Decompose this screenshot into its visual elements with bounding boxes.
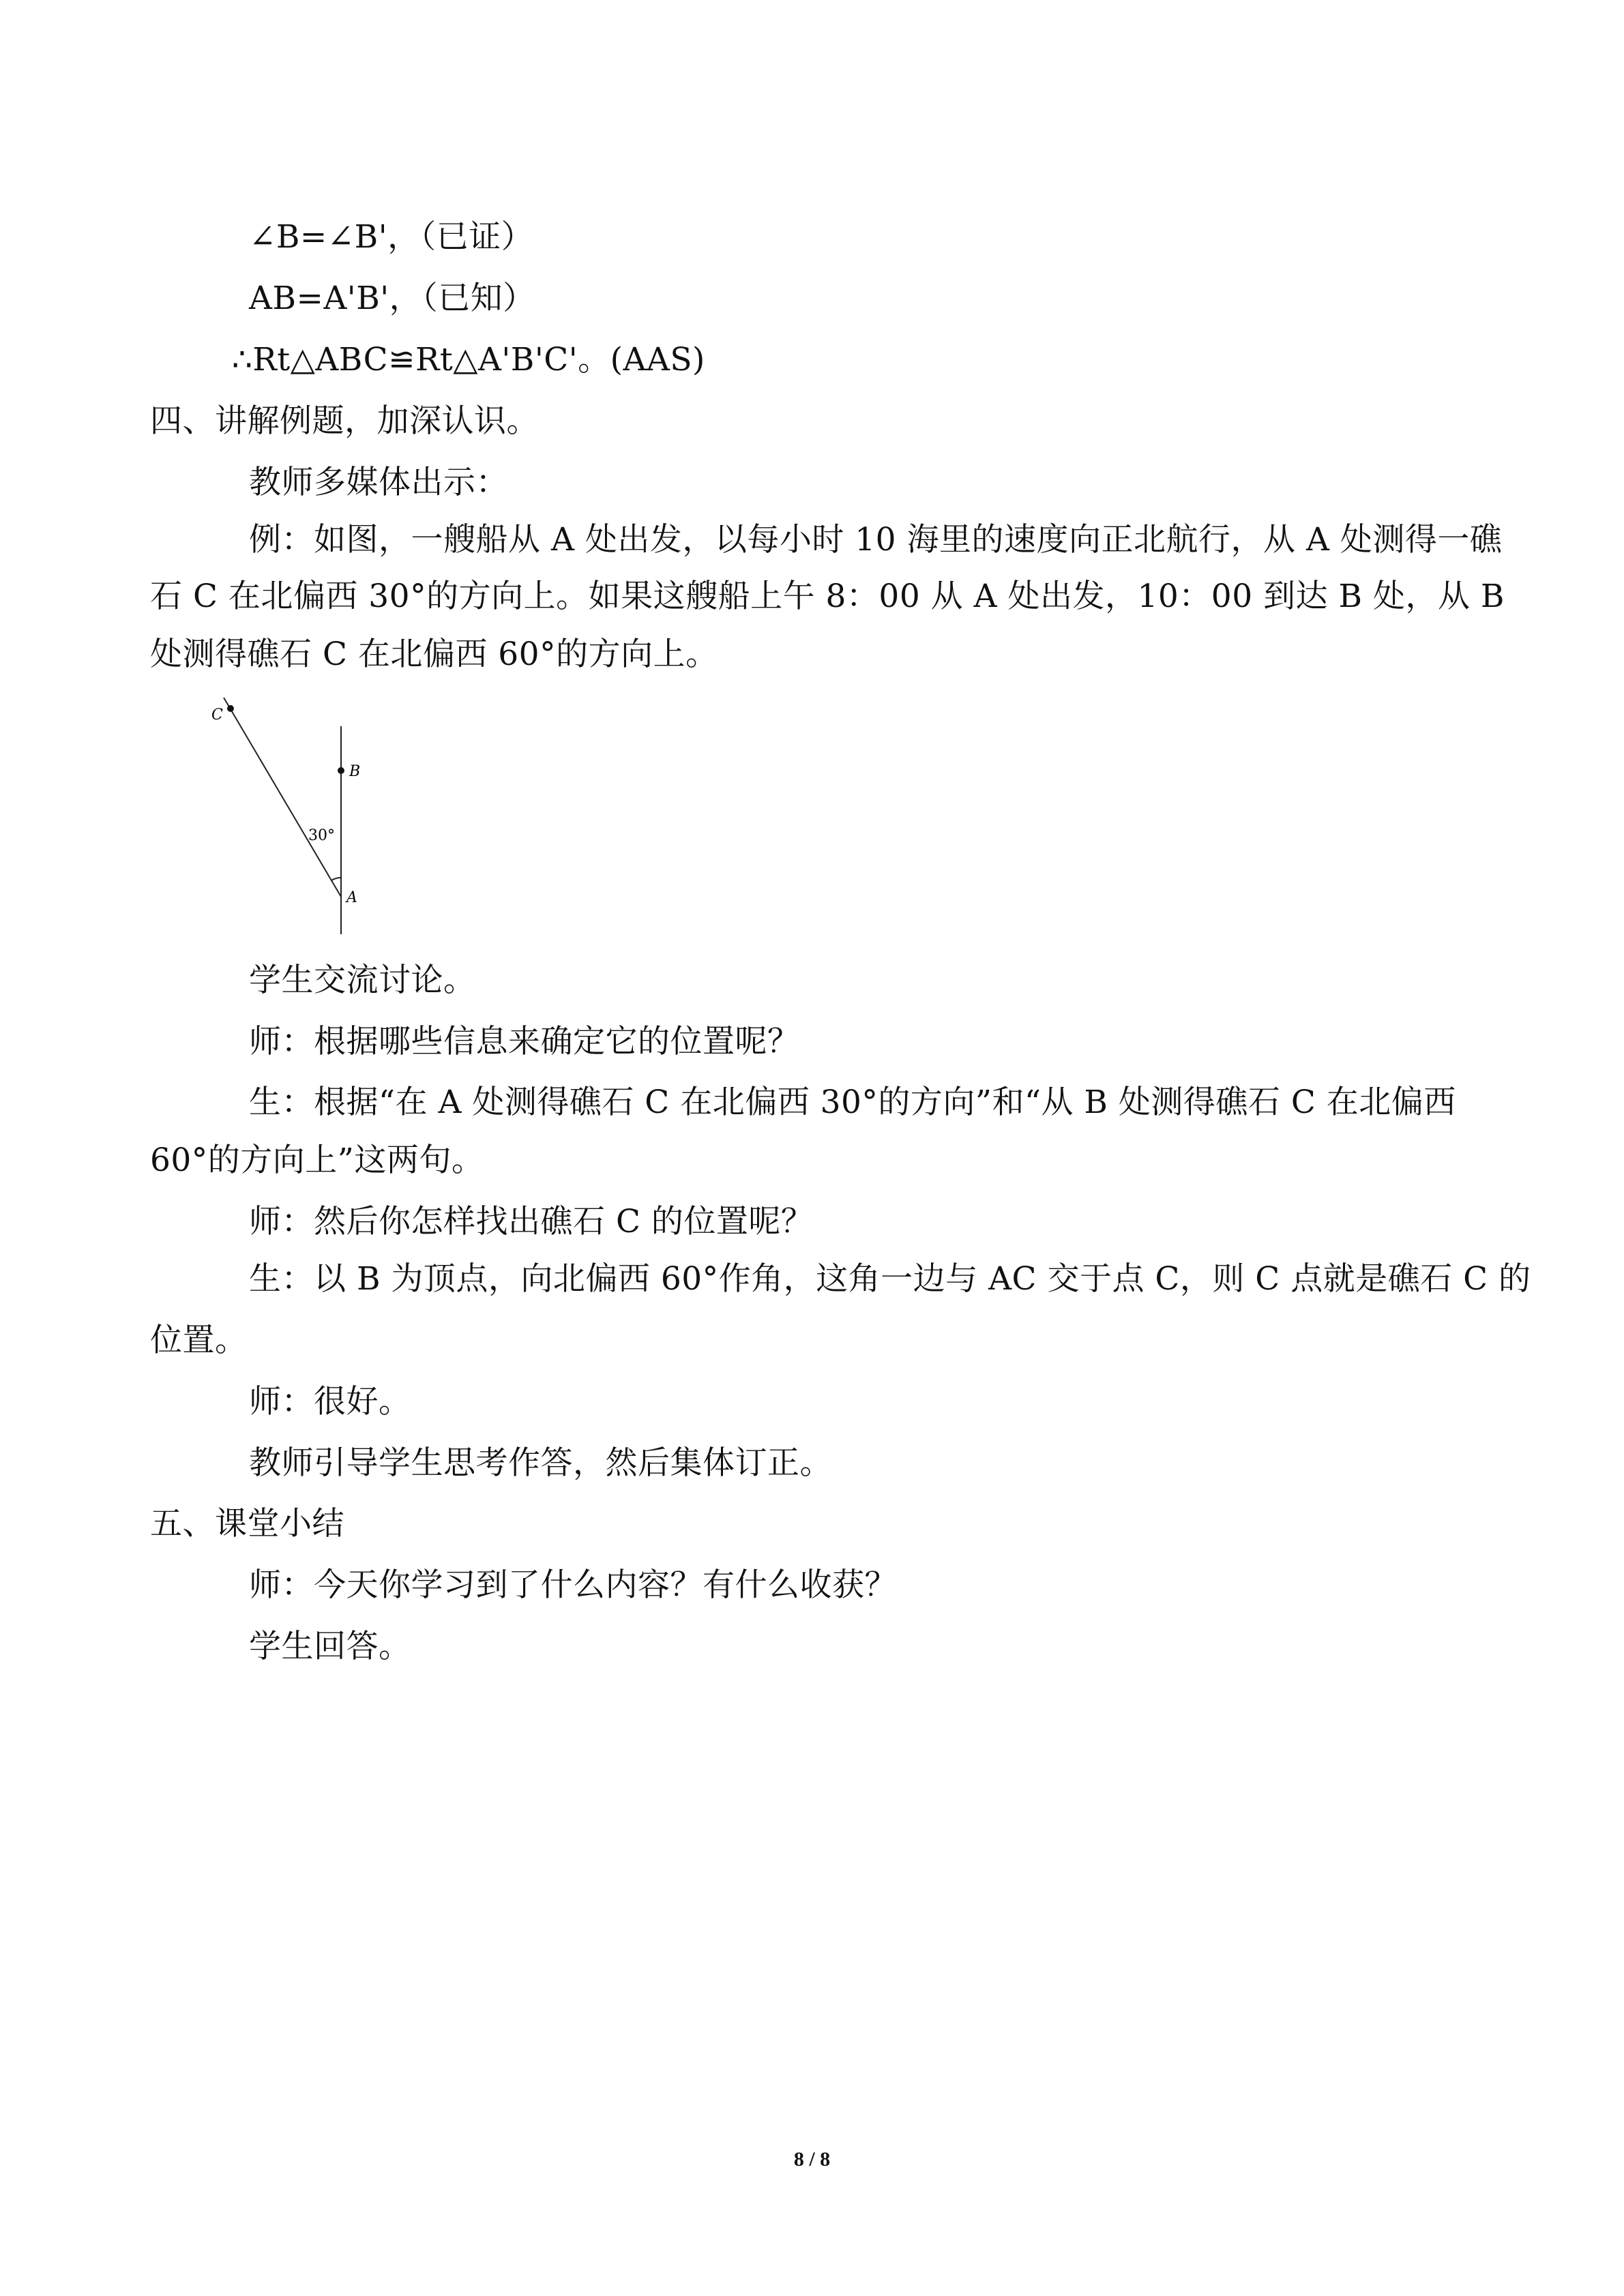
label-b: B — [349, 763, 361, 780]
point-b — [338, 767, 344, 774]
section5-line-1: 师：今天你学习到了什么内容？有什么收获？ — [249, 1566, 897, 1604]
example-line-2: 石 C 在北偏西 30°的方向上。如果这艘船上午 8：00 从 A 处出发，10：00 到达 B 处，从 B — [150, 578, 1505, 615]
example-figure — [198, 685, 375, 938]
page-number: 8 / 8 — [793, 2148, 831, 2171]
discussion-line-7: 位置。 — [150, 1322, 248, 1359]
discussion-line-1: 学生交流讨论。 — [249, 961, 476, 999]
bearing-diagram — [198, 685, 375, 938]
label-c: C — [211, 706, 223, 724]
section5-heading: 五、课堂小结 — [150, 1505, 344, 1542]
proof-line-1: ∠B=∠B'，（已证） — [249, 218, 534, 256]
example-line-3: 处测得礁石 C 在北偏西 60°的方向上。 — [150, 636, 718, 673]
point-c — [227, 705, 234, 712]
discussion-line-8: 师：很好。 — [249, 1383, 411, 1420]
discussion-line-9: 教师引导学生思考作答，然后集体订正。 — [249, 1444, 832, 1482]
angle-arc — [331, 878, 341, 880]
angle-label: 30° — [308, 827, 335, 844]
section4-intro: 教师多媒体出示： — [249, 464, 508, 501]
section4-heading: 四、讲解例题，加深认识。 — [150, 402, 539, 440]
section5-line-2: 学生回答。 — [249, 1628, 411, 1665]
label-a: A — [346, 889, 357, 906]
example-line-1: 例：如图，一艘船从 A 处出发，以每小时 10 海里的速度向正北航行，从 A 处测得一礁 — [249, 521, 1503, 558]
discussion-line-2: 师：根据哪些信息来确定它的位置呢？ — [249, 1023, 800, 1060]
proof-line-2: AB=A'B'，（已知） — [249, 280, 535, 317]
discussion-line-5: 师：然后你怎样找出礁石 C 的位置呢？ — [249, 1203, 814, 1240]
line-ac — [224, 698, 341, 897]
proof-line-3: ∴Rt△ABC≌Rt△A'B'C'。(AAS) — [232, 341, 705, 378]
discussion-line-4: 60°的方向上”这两句。 — [150, 1142, 484, 1179]
discussion-line-6: 生：以 B 为顶点，向北偏西 60°作角，这角一边与 AC 交于点 C，则 C 点就是礁石 C 的 — [249, 1260, 1531, 1298]
discussion-line-3: 生：根据“在 A 处测得礁石 C 在北偏西 30°的方向”和“从 B 处测得礁石 C 在北偏西 — [249, 1084, 1456, 1121]
